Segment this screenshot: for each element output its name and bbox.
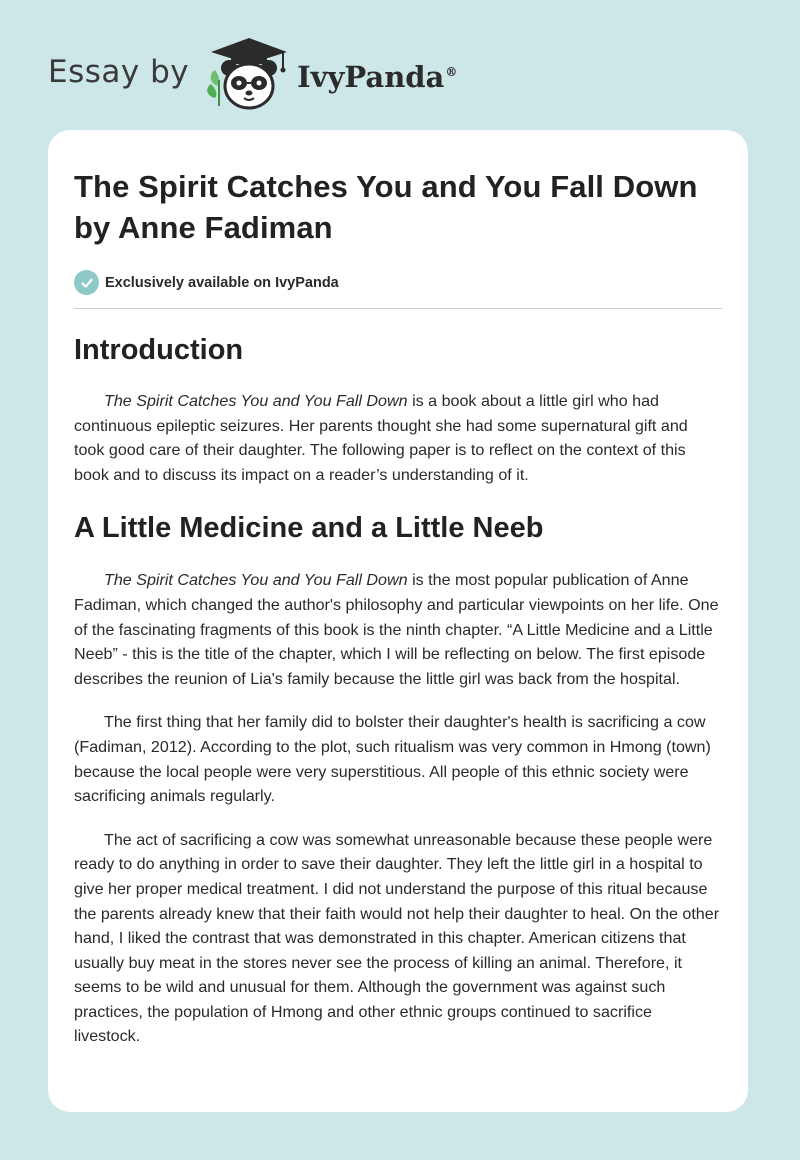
essay-title: The Spirit Catches You and You Fall Down by Anne Fadiman [74,169,698,245]
paragraph: The Spirit Catches You and You Fall Down is the most popular publication of Anne Fadiman, which changed the author's philosophy and particular viewpoints on her life. One of the fascinating fragments of this book is the ninth chapter. “A Little Medicine and a Little Neeb” - this is the title of the chapter, which I will be reflecting on below. The first episode describes the reunion of Lia's family because the little girl was back from the hospital. [74,571,719,688]
essay-card [48,130,748,1112]
divider [74,308,722,309]
exclusive-badge [74,270,722,295]
section-heading-little-medicine: A Little Medicine and a Little Neeb [74,512,544,545]
section-heading-introduction: Introduction [74,334,244,366]
paragraph: The act of sacrificing a cow was somewhat unreasonable because these people were ready to do anything in order to save their daughter. They left the little girl in a hospital to give her proper medical treatment. I did not understand the purpose of this ritual because the parents already knew that their faith would not help their daughter to heal. On the other hand, I liked the contrast that was demonstrated in this chapter. American citizens that usually buy meat in the stores never see the process of killing an animal. Therefore, it seems to be wild and unusual for them. Although the government was against such practices, the population of Hmong and other ethnic groups continued to sacrifice livestock. [74,830,720,1046]
paragraph: The first thing that her family did to bolster their daughter's health is sacrificing a cow (Fadiman, 2012). According to the plot, such ritualism was very common in Hmong (town) because the local people were very superstitious. All people of this ethnic society were sacrificing animals regularly. [74,713,711,806]
brand-name[interactable]: IvyPanda® [297,60,458,94]
badge-label: Exclusively available on IvyPanda [105,274,339,291]
brand-prefix: Essay by [48,54,190,90]
brand-header [48,34,457,114]
book-title-italic: The Spirit Catches You and You Fall Down [104,571,408,590]
book-title-italic: The Spirit Catches You and You Fall Down [104,392,408,410]
panda-graduate-logo-icon[interactable] [203,34,295,114]
checkmark-icon [74,270,99,295]
paragraph: The Spirit Catches You and You Fall Down is a book about a little girl who had continuous epileptic seizures. Her parents thought she had some supernatural gift and took good care of their daughter. The following paper is to reflect on the context of this book and to discuss its impact on a reader’s understanding of it. [74,392,688,484]
